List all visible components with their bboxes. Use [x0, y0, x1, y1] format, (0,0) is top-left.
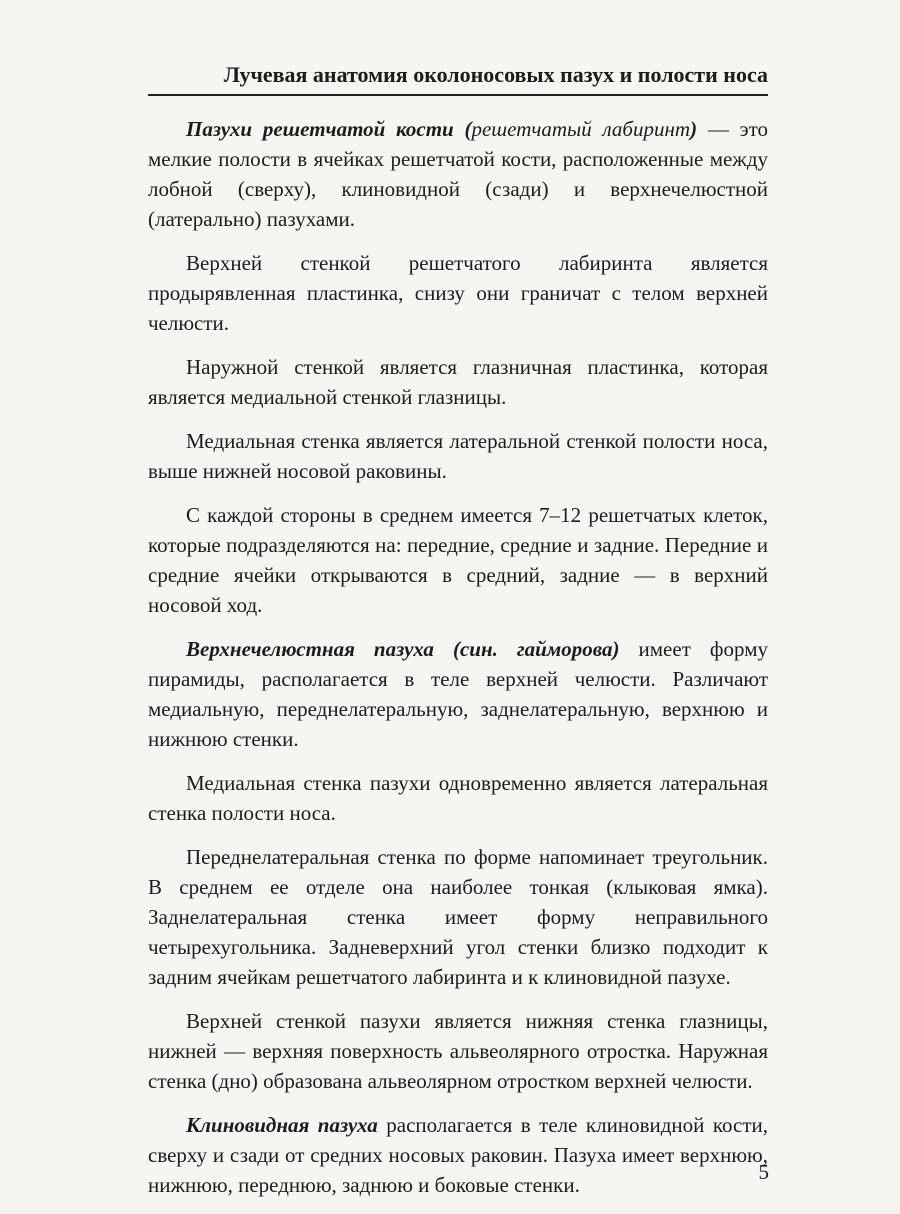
- paragraph-maxillary-sinus: [148, 634, 768, 754]
- paragraph-text: Медиальная стенка является латеральной стенкой полости носа, выше нижней носовой раковины.: [148, 429, 768, 483]
- paragraph-sphenoid-sinus: [148, 1110, 768, 1200]
- term-close-paren: ): [690, 117, 698, 141]
- paragraph-upper-wall: [148, 248, 768, 338]
- paragraph-anterolateral-wall: [148, 842, 768, 992]
- paragraph-text: Наружной стенкой является глазничная пластинка, которая является медиальной стенкой глазницы.: [148, 355, 768, 409]
- running-title: Лучевая анатомия околоносовых пазух и полости носа: [223, 62, 768, 87]
- paragraph-ethmoid-cells: [148, 500, 768, 620]
- paragraph-text: — это мелкие полости в ячейках решетчатой кости, расположенные между лобной (сверху), клиновидной (сзади) и верхнечелюстной (латерально) пазухами.: [148, 117, 769, 231]
- header-rule: [148, 94, 768, 96]
- term-sphenoid-sinus: Клиновидная пазуха: [186, 1113, 378, 1137]
- page-number: 5: [758, 1160, 769, 1184]
- paragraph-text: Верхней стенкой пазухи является нижняя стенка глазницы, нижней — верхняя поверхность альвеолярного отростка. Наружная стенка (дно) образована альвеолярном отростком верхней челюсти.: [148, 1009, 768, 1093]
- body-text: [148, 114, 768, 1214]
- paragraph-maxillary-medial-wall: [148, 768, 768, 828]
- term-ethmoid-labyrinth: решетчатый лабиринт: [471, 117, 691, 141]
- paragraph-text: Верхней стенкой решетчатого лабиринта является продырявленная пластинка, снизу они граничат с телом верхней челюсти.: [148, 251, 768, 335]
- term-maxillary-sinus: Верхнечелюстная пазуха (син. гайморова): [186, 637, 620, 661]
- paragraph-medial-wall: [148, 426, 768, 486]
- paragraph-text: располагается в теле клиновидной кости, сверху и сзади от средних носовых раковин. Пазуха имеет верхнюю, нижнюю, переднюю, заднюю и боковые стенки.: [148, 1113, 769, 1197]
- paragraph-text: Медиальная стенка пазухи одновременно является латеральная стенка полости носа.: [148, 771, 768, 825]
- paragraph-text: Переднелатеральная стенка по форме напоминает треугольник. В среднем ее отделе она наиболее тонкая (клыковая ямка). Заднелатеральная стенка имеет форму неправильного четырехугольника. Задневерхний угол стенки близко подходит к задним ячейкам решетчатого лабиринта и к клиновидной пазухе.: [148, 845, 768, 989]
- paragraph-maxillary-upper-wall: [148, 1006, 768, 1096]
- paragraph-text: С каждой стороны в среднем имеется 7–12 решетчатых клеток, которые подразделяются на: передние, средние и задние. Передние и средние ячейки открываются в средний, задние — в верхний носовой ход.: [148, 503, 768, 617]
- paragraph-ethmoid-sinuses: [148, 114, 768, 234]
- paragraph-text: имеет форму пирамиды, располагается в теле верхней челюсти. Различают медиальную, переднелатеральную, заднелатеральную, верхнюю и нижнюю стенки.: [148, 637, 768, 751]
- term-ethmoid-sinuses: Пазухи решетчатой кости (: [186, 117, 472, 141]
- paragraph-outer-wall: [148, 352, 768, 412]
